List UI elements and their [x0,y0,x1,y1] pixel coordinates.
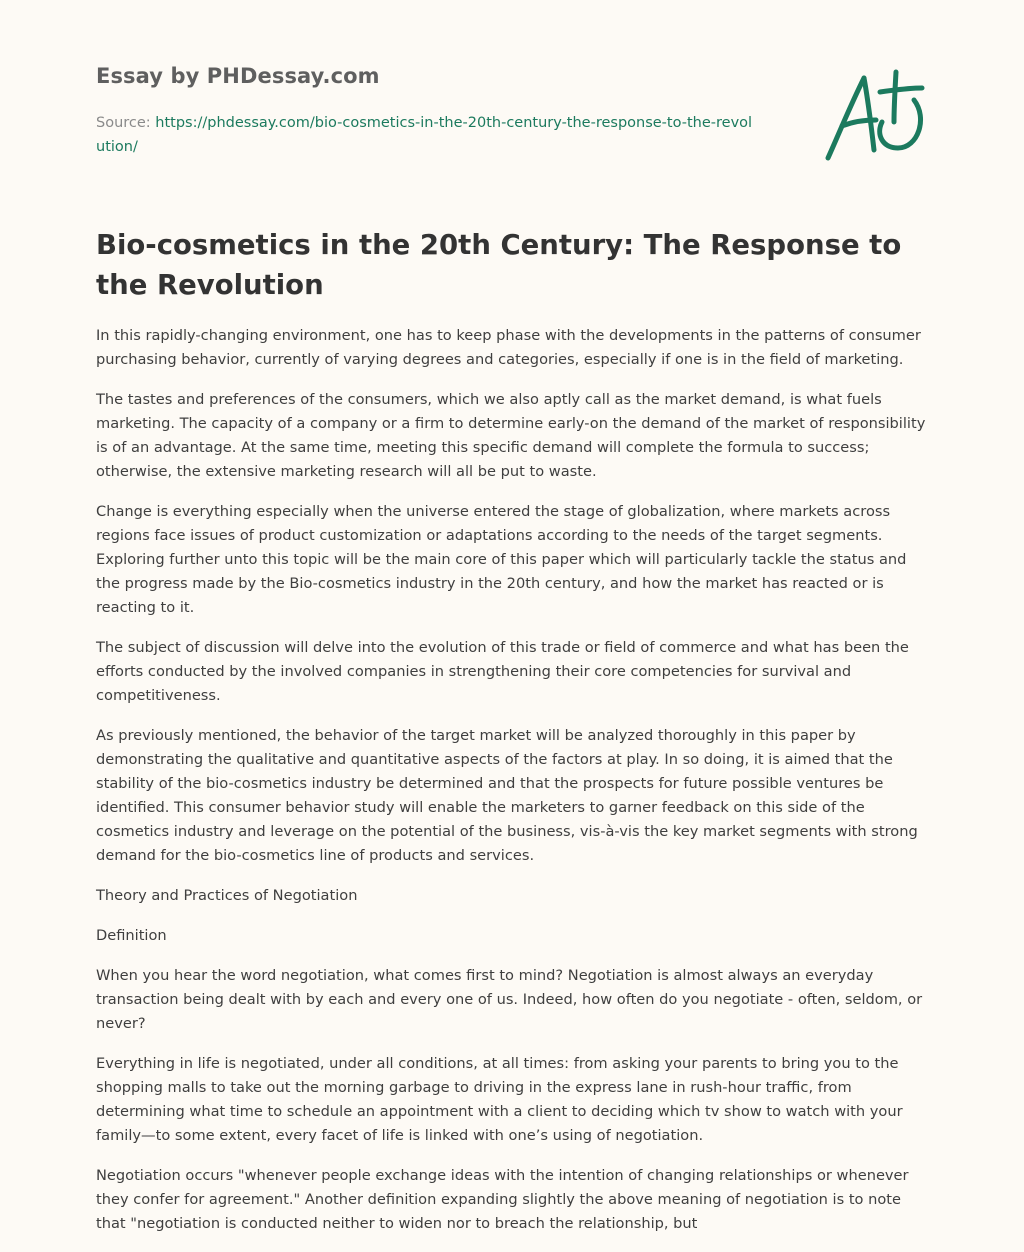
a-plus-grade-icon [824,66,928,166]
site-brand-title: Essay by PHDessay.com [96,64,380,88]
section-heading: Theory and Practices of Negotiation [96,887,358,904]
subsection-heading: Definition [96,927,167,944]
source-line [96,111,756,159]
paragraph: Everything in life is negotiated, under all conditions, at all times: from asking your parents to bring you to the shopping malls to take out the morning garbage to driving in the express lane in rush-hour traffic, from determining what time to schedule an appointment with a client to deciding which tv show to watch with your family—to some extent, every facet of life is linked with one’s using of negotiation. [96,1055,903,1144]
source-link[interactable]: https://phdessay.com/bio-cosmetics-in-the-20th-century-the-response-to-the-revolution/ [96,115,753,155]
paragraph: The subject of discussion will delve into the evolution of this trade or field of commerce and what has been the efforts conducted by the involved companies in strengthening their core competencies for survival and competitiveness. [96,639,909,704]
paragraph: Negotiation occurs "whenever people exchange ideas with the intention of changing relationships or whenever they confer for agreement." Another definition expanding slightly the above meaning of negotiation is to note that "negotiation is conducted neither to widen nor to breach the relationship, but [96,1167,909,1232]
paragraph: As previously mentioned, the behavior of the target market will be analyzed thoroughly in this paper by demonstrating the qualitative and quantitative aspects of the factors at play. In so doing, it is aimed that the stability of the bio-cosmetics industry be determined and that the prospects for future possible ventures be identified. This consumer behavior study will enable the marketers to garner feedback on this side of the cosmetics industry and leverage on the potential of the business, vis-à-vis the key market segments with strong demand for the bio-cosmetics line of products and services. [96,727,918,864]
source-label: Source: [96,115,156,131]
essay-body [96,324,932,1252]
paragraph: The tastes and preferences of the consumers, which we also aptly call as the market demand, is what fuels marketing. The capacity of a company or a firm to determine early-on the demand of the market of responsibility is of an advantage. At the same time, meeting this specific demand will complete the formula to success; otherwise, the extensive marketing research will all be put to waste. [96,391,926,480]
paragraph: Change is everything especially when the universe entered the stage of globalization, where markets across regions face issues of product customization or adaptations according to the needs of the target segments. Exploring further unto this topic will be the main core of this paper which will particularly tackle the status and the progress made by the Bio-cosmetics industry in the 20th century, and how the market has reacted or is reacting to it. [96,503,907,616]
essay-title: Bio-cosmetics in the 20th Century: The Response to the Revolution [96,229,902,301]
paragraph: In this rapidly-changing environment, one has to keep phase with the developments in the patterns of consumer purchasing behavior, currently of varying degrees and categories, especially if one is in the field of marketing. [96,327,921,368]
paragraph: When you hear the word negotiation, what comes first to mind? Negotiation is almost always an everyday transaction being dealt with by each and every one of us. Indeed, how often do you negotiate - often, seldom, or never? [96,967,923,1032]
